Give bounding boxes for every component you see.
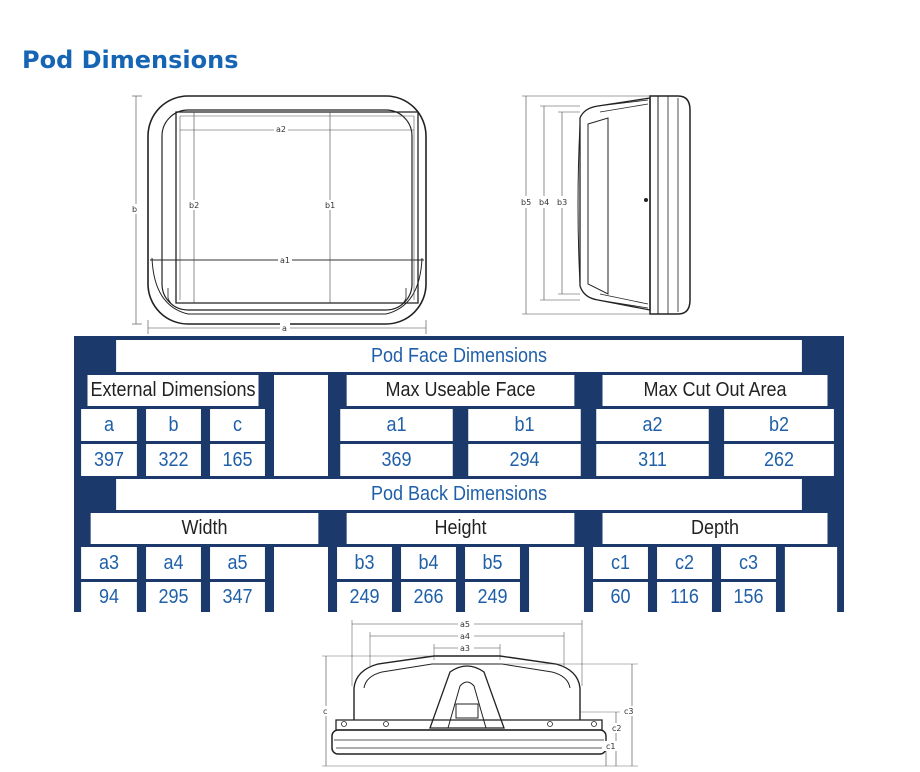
height-blank-cell	[529, 547, 584, 612]
pod-back-view-drawing	[322, 616, 640, 772]
value-c2: 116	[657, 582, 712, 612]
label-a3: a3	[460, 644, 470, 653]
dimensions-table	[74, 336, 844, 612]
col-b4: b4	[401, 547, 456, 579]
value-b5: 249	[465, 582, 520, 612]
value-c3: 156	[721, 582, 776, 612]
front-bezel-ledge	[152, 258, 422, 314]
width-header: Width	[91, 513, 319, 544]
label-c2: c2	[612, 724, 622, 733]
col-a1: a1	[340, 409, 453, 441]
label-b1: b1	[325, 201, 336, 210]
label-c1: c1	[606, 742, 616, 751]
label-a: a	[282, 324, 287, 333]
value-a4: 295	[146, 582, 201, 612]
col-b5: b5	[465, 547, 520, 579]
col-a3: a3	[81, 547, 137, 579]
value-a5: 347	[210, 582, 265, 612]
col-c: c	[210, 409, 265, 441]
label-b2: b2	[189, 201, 200, 210]
side-body	[580, 98, 650, 310]
col-c1: c1	[593, 547, 648, 579]
col-a5: a5	[210, 547, 265, 579]
value-c1: 60	[593, 582, 648, 612]
col-c2: c2	[657, 547, 712, 579]
value-b3: 249	[337, 582, 392, 612]
value-a2: 311	[596, 444, 709, 476]
label-b3: b3	[557, 198, 568, 207]
side-front-plate	[650, 96, 690, 314]
value-c: 165	[210, 444, 265, 476]
page-title: Pod Dimensions	[22, 46, 239, 74]
value-b1: 294	[468, 444, 581, 476]
value-a3: 94	[81, 582, 137, 612]
value-a1: 369	[340, 444, 453, 476]
label-a5: a5	[460, 620, 470, 629]
width-blank-cell	[274, 547, 328, 612]
depth-header: Depth	[603, 513, 828, 544]
value-b: 322	[146, 444, 201, 476]
depth-blank-cell	[785, 547, 837, 612]
col-a: a	[81, 409, 137, 441]
pod-front-view-drawing	[128, 88, 438, 336]
face-blank-cell	[274, 375, 328, 476]
back-dimensions-title: Pod Back Dimensions	[116, 479, 802, 510]
label-a2: a2	[276, 125, 286, 134]
value-a: 397	[81, 444, 137, 476]
col-b3: b3	[337, 547, 392, 579]
col-a4: a4	[146, 547, 201, 579]
col-b: b	[146, 409, 201, 441]
col-b2: b2	[724, 409, 834, 441]
external-dimensions-header: External Dimensions	[88, 375, 259, 406]
value-b2: 262	[724, 444, 834, 476]
col-a2: a2	[596, 409, 709, 441]
face-dimensions-title: Pod Face Dimensions	[116, 340, 802, 372]
label-b5: b5	[521, 198, 532, 207]
label-a1: a1	[280, 256, 290, 265]
col-b1: b1	[468, 409, 581, 441]
label-a4: a4	[460, 632, 470, 641]
value-b4: 266	[401, 582, 456, 612]
front-useable-face	[176, 112, 418, 303]
col-c3: c3	[721, 547, 776, 579]
back-center-bracket	[430, 666, 504, 728]
label-c3: c3	[624, 707, 634, 716]
label-b4: b4	[539, 198, 550, 207]
pod-side-view-drawing	[518, 88, 698, 320]
max-cut-out-area-header: Max Cut Out Area	[603, 375, 828, 406]
label-b: b	[132, 205, 138, 214]
height-header: Height	[347, 513, 575, 544]
max-useable-face-header: Max Useable Face	[347, 375, 575, 406]
label-c: c	[323, 707, 328, 716]
